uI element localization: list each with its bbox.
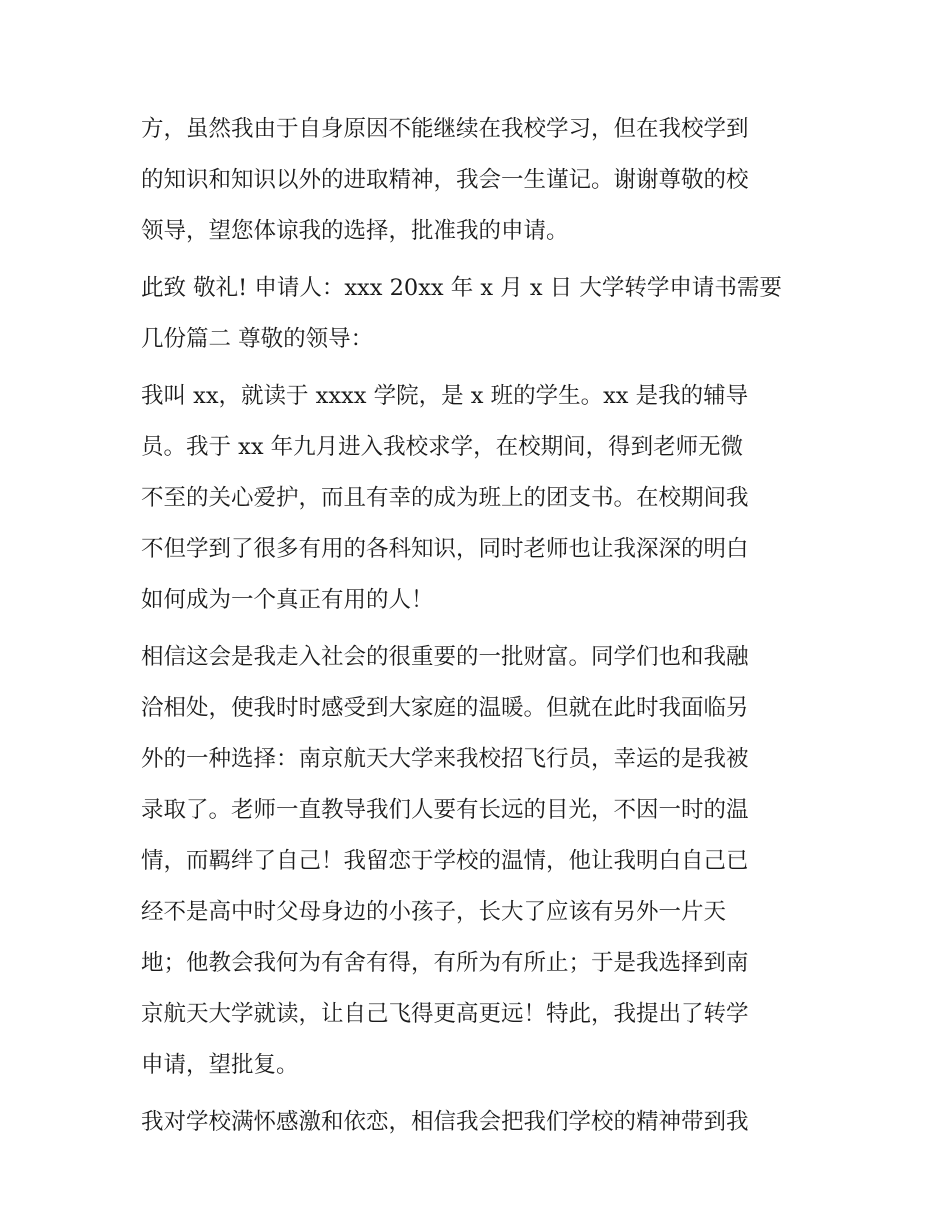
document-body xyxy=(141,104,813,1148)
paragraph xyxy=(141,632,813,1091)
paragraph xyxy=(141,371,813,626)
text-line: 不至的关心爱护，而且有幸的成为班上的团支书。在校期间我 xyxy=(141,485,749,511)
text-line: 洽相处，使我时时感受到大家庭的温暖。但就在此时我面临另 xyxy=(141,695,749,721)
text-line: 相信这会是我走入社会的很重要的一批财富。同学们也和我融 xyxy=(141,644,749,670)
text-line: 此致 敬礼! 申请人：xxx 20xx 年 x 月 x 日 大学转学申请书需要 xyxy=(141,275,782,301)
paragraph xyxy=(141,104,813,257)
text-line: 情，而羁绊了自己！我留恋于学校的温情，他让我明白自己已 xyxy=(141,848,749,874)
text-line: 外的一种选择：南京航天大学来我校招飞行员，幸运的是我被 xyxy=(141,746,749,772)
text-line: 录取了。老师一直教导我们人要有长远的目光，不因一时的温 xyxy=(141,797,749,823)
text-line: 地；他教会我何为有舍有得，有所为有所止；于是我选择到南 xyxy=(141,950,749,976)
paragraph xyxy=(141,1097,813,1148)
text-line: 不但学到了很多有用的各科知识，同时老师也让我深深的明白 xyxy=(141,536,749,562)
text-line: 几份篇二 尊敬的领导： xyxy=(141,326,374,352)
text-line: 我叫 xx，就读于 xxxx 学院，是 x 班的学生。xx 是我的辅导 xyxy=(141,383,749,409)
text-line: 方，虽然我由于自身原因不能继续在我校学习，但在我校学到 xyxy=(141,116,749,142)
text-line: 我对学校满怀感激和依恋，相信我会把我们学校的精神带到我 xyxy=(141,1109,749,1135)
text-line: 申请，望批复。 xyxy=(141,1052,299,1078)
paragraph xyxy=(141,263,813,365)
text-line: 京航天大学就读，让自己飞得更高更远！特此，我提出了转学 xyxy=(141,1001,749,1027)
text-line: 领导，望您体谅我的选择，批准我的申请。 xyxy=(141,218,569,244)
text-line: 员。我于 xx 年九月进入我校求学，在校期间，得到老师无微 xyxy=(141,434,744,460)
text-line: 经不是高中时父母身边的小孩子，长大了应该有另外一片天 xyxy=(141,899,727,925)
text-line: 如何成为一个真正有用的人！ xyxy=(141,587,434,613)
text-line: 的知识和知识以外的进取精神，我会一生谨记。谢谢尊敬的校 xyxy=(141,167,749,193)
